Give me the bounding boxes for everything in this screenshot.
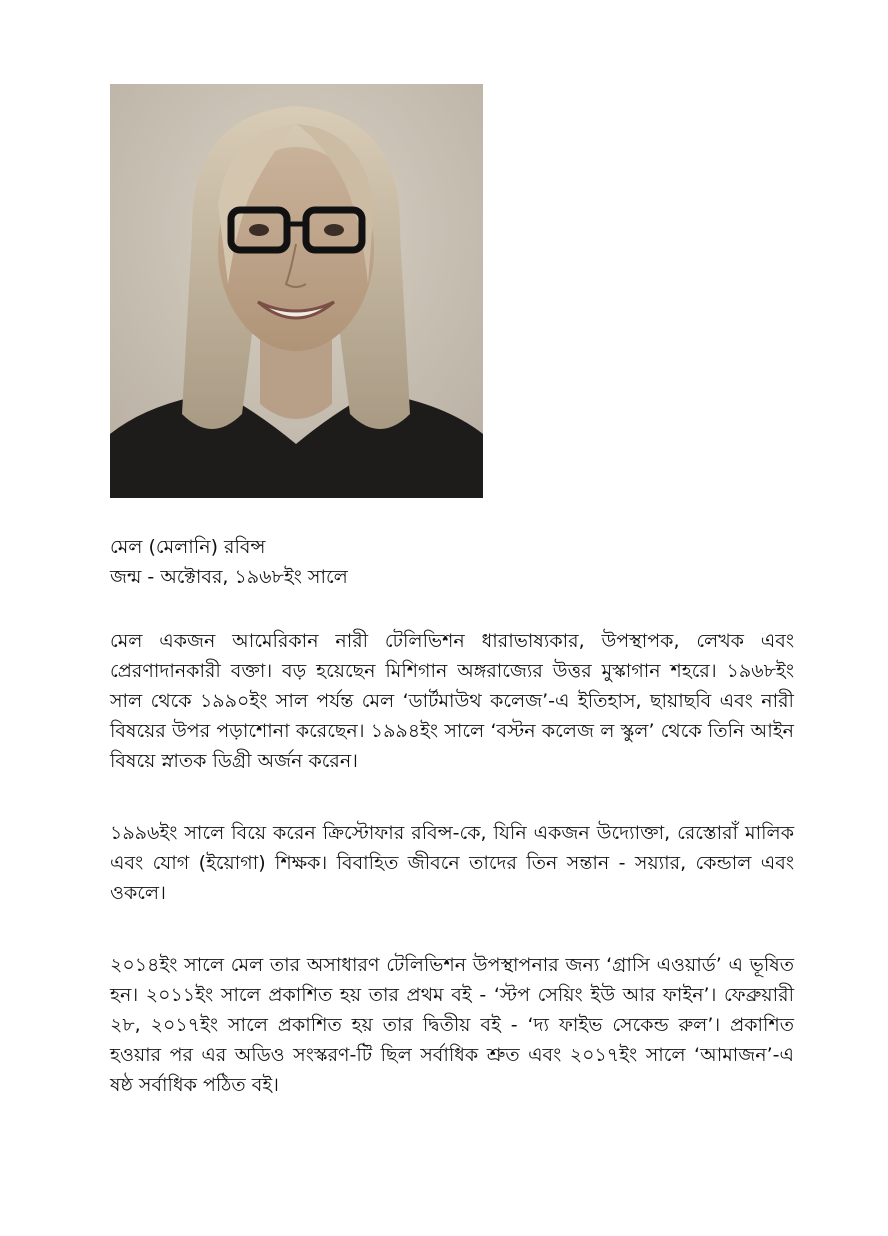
paragraph-text: ১৯৯৬ইং সালে বিয়ে করেন ক্রিস্টোফার রবিন্স-কে, যিনি একজন উদ্যোক্তা, রেস্তোরাঁ মালিক এবং যোগ (ইয়োগা) শিক্ষক। বিবাহিত জীবনে তাদের তিন সন্তান - সয়্যার, কেন্ডাল এবং ওকলে। [110, 822, 794, 904]
paragraph-education [110, 626, 794, 776]
portrait-image [110, 84, 483, 498]
portrait-photo [110, 84, 483, 498]
paragraph-career [110, 950, 794, 1100]
person-name: মেল (মেলানি) রবিন্স [110, 536, 266, 558]
paragraph-family [110, 818, 794, 908]
bio-header [110, 532, 794, 592]
paragraph-text: ২০১৪ইং সালে মেল তার অসাধারণ টেলিভিশন উপস্থাপনার জন্য ‘গ্রাসি এওয়ার্ড’ এ ভূষিত হন। ২০১১ইং সালে প্রকাশিত হয় তার প্রথম বই - ‘স্টপ সেয়িং ইউ আর ফাইন’। ফেব্রুয়ারী ২৮, ২০১৭ইং সালে প্রকাশিত হয় তার দ্বিতীয় বই - ‘দ্য ফাইভ সেকেন্ড রুল’। প্রকাশিত হওয়ার পর এর অডিও সংস্করণ-টি ছিল সর্বাধিক শ্রুত এবং ২০১৭ইং সালে ‘আমাজন’-এ ষষ্ঠ সর্বাধিক পঠিত বই। [110, 954, 794, 1096]
birth-info: জন্ম - অক্টোবর, ১৯৬৮ইং সালে [110, 566, 348, 588]
paragraph-text: মেল একজন আমেরিকান নারী টেলিভিশন ধারাভাষ্যকার, উপস্থাপক, লেখক এবং প্রেরণাদানকারী বক্তা। বড় হয়েছেন মিশিগান অঙ্গরাজ্যের উত্তর মুস্কাগান শহরে। ১৯৬৮ইং সাল থেকে ১৯৯০ইং সাল পর্যন্ত মেল ‘ডার্টমাউথ কলেজ’-এ ইতিহাস, ছায়াছবি এবং নারী বিষয়ের উপর পড়াশোনা করেছেন। ১৯৯৪ইং সালে ‘বস্টন কলেজ ল স্কুল’ থেকে তিনি আইন বিষয়ে স্নাতক ডিগ্রী অর্জন করেন। [110, 630, 794, 772]
